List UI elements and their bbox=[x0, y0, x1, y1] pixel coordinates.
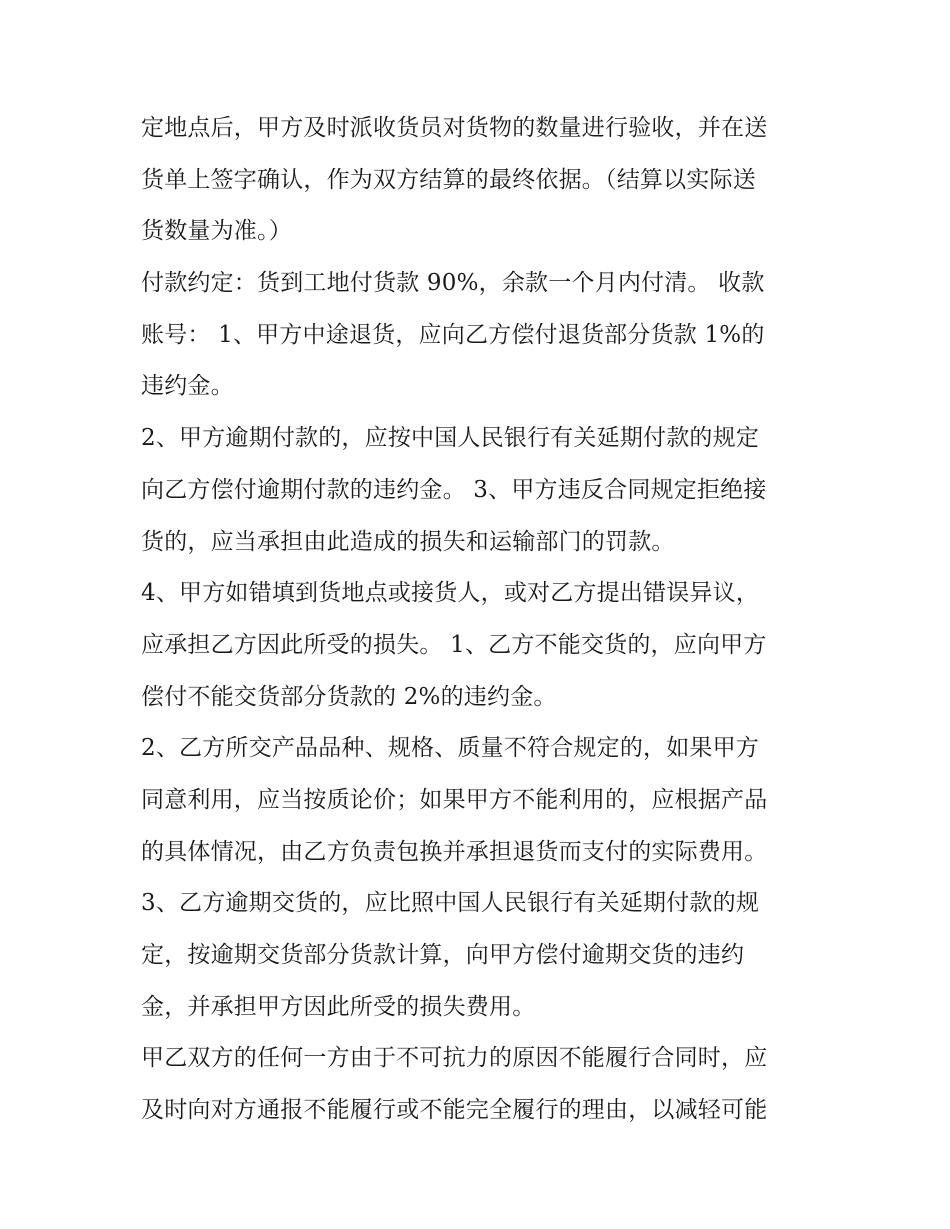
text-line: 2、乙方所交产品品种、规格、质量不符合规定的，如果甲方 bbox=[141, 735, 760, 762]
text-line: 的具体情况，由乙方负责包换并承担退货而支付的实际费用。 bbox=[141, 838, 768, 865]
text-line: 甲乙双方的任何一方由于不可抗力的原因不能履行合同时，应 bbox=[141, 1045, 768, 1072]
text-line: 账号： 1、甲方中途退货，应向乙方偿付退货部分货款 1%的 bbox=[141, 321, 765, 348]
text-line: 金，并承担甲方因此所受的损失费用。 bbox=[141, 993, 536, 1020]
text-line: 货的，应当承担由此造成的损失和运输部门的罚款。 bbox=[141, 528, 675, 555]
text-line: 应承担乙方因此所受的损失。 1、乙方不能交货的，应向甲方 bbox=[141, 631, 767, 658]
text-line: 违约金。 bbox=[141, 373, 234, 400]
text-line: 4、甲方如错填到货地点或接货人，或对乙方提出错误异议， bbox=[141, 580, 760, 607]
text-line: 向乙方偿付逾期付款的违约金。 3、甲方违反合同规定拒绝接 bbox=[141, 476, 767, 503]
text-line: 3、乙方逾期交货的，应比照中国人民银行有关延期付款的规 bbox=[141, 890, 760, 917]
text-line: 定，按逾期交货部分货款计算，向甲方偿付逾期交货的违约 bbox=[141, 942, 745, 968]
text-line: 偿付不能交货部分货款的 2%的违约金。 bbox=[141, 683, 557, 710]
contract-text-body bbox=[141, 103, 821, 1137]
text-line: 及时向对方通报不能履行或不能完全履行的理由，以减轻可能 bbox=[141, 1097, 768, 1124]
text-line: 定地点后，甲方及时派收货员对货物的数量进行验收，并在送 bbox=[141, 115, 768, 141]
text-line: 同意利用，应当按质论价；如果甲方不能利用的，应根据产品 bbox=[141, 786, 768, 813]
text-line: 货数量为准。） bbox=[141, 218, 292, 245]
text-line: 2、甲方逾期付款的，应按中国人民银行有关延期付款的规定 bbox=[141, 425, 760, 452]
text-line: 货单上签字确认，作为双方结算的最终依据。（结算以实际送 bbox=[141, 166, 756, 193]
text-line: 付款约定：货到工地付货款 90%，余款一个月内付清。 收款 bbox=[141, 270, 765, 297]
